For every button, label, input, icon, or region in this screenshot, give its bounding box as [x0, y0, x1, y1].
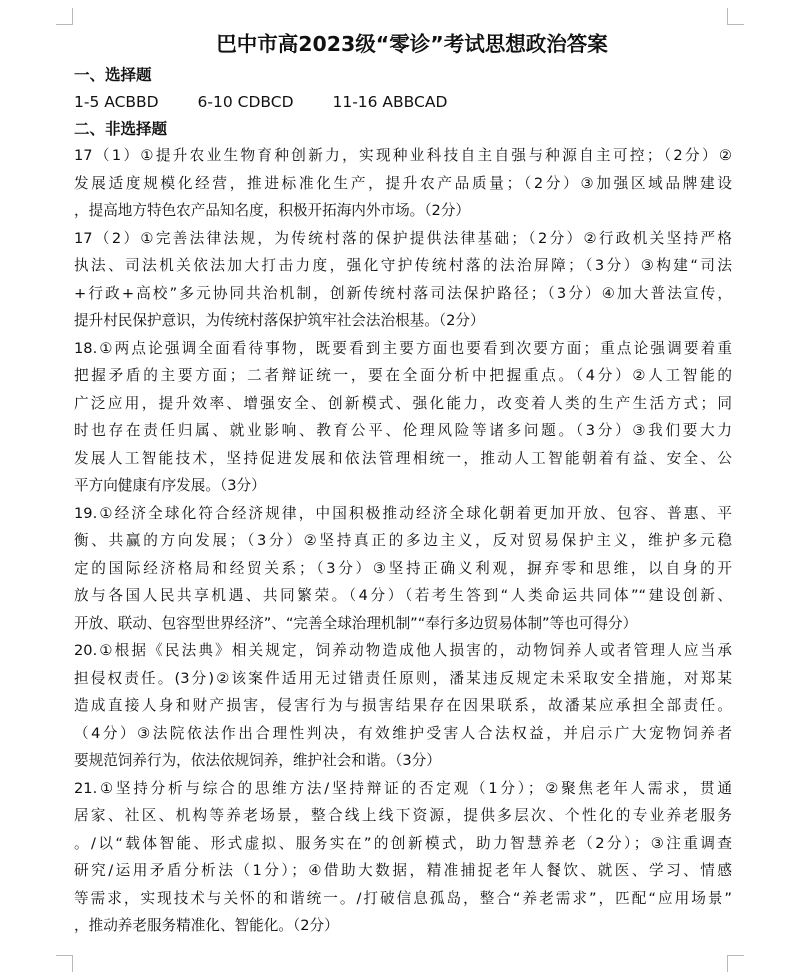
answer-q19 — [74, 500, 732, 638]
answer-q21 — [74, 775, 732, 940]
answer-line: 造成直接人身和财产损害，侵害行为与损害结果存在因果联系，故潘某应承担全部责任。 — [74, 697, 732, 714]
answer-line: ，提高地方特色农产品知名度，积极开拓海内外市场。（2分） — [74, 202, 471, 219]
answer-line: 17（1）①提升农业生物育种创新力，实现种业科技自主自强与种源自主可控；（2分）② — [74, 147, 732, 164]
answer-line: 时也存在责任归属、就业影响、教育公平、伦理风险等诸多问题。（3分）③我们要大力 — [74, 422, 732, 439]
answer-line: 发展人工智能技术，坚持促进发展和依法管理相统一，推动人工智能朝着有益、安全、公 — [74, 449, 732, 467]
answer-line: 19.①经济全球化符合经济规律，中国积极推动经济全球化朝着更加开放、包容、普惠、平 — [74, 504, 732, 522]
answer-q17-2 — [74, 225, 732, 335]
choice-answer-6-10: 6-10 CDBCD — [197, 93, 294, 111]
answer-line: 17（2）①完善法律法规，为传统村落的保护提供法律基础；（2分）②行政机关坚持严格 — [74, 229, 732, 247]
answer-q17-1 — [74, 142, 732, 225]
crop-mark-top-right — [727, 8, 744, 25]
section-heading-non-choice: 二、非选择题 — [74, 120, 168, 138]
section-heading-choice: 一、选择题 — [74, 66, 152, 84]
answer-line: 。/以“载体智能、形式虚拟、服务实在”的创新模式，助力智慧养老（2分）；③注重调查 — [74, 834, 732, 852]
page-title: 巴中市高2023级“零诊”考试思想政治答案 — [216, 32, 608, 56]
answer-line: 把握矛盾的主要方面；二者辩证统一，要在全面分析中把握重点。（4分）②人工智能的 — [74, 367, 732, 384]
answer-line: 衡、共赢的方向发展；（3分）②坚持真正的多边主义，反对贸易保护主义，维护多元稳 — [74, 532, 732, 549]
answer-line: 研究/运用矛盾分析法（1分）；④借助大数据，精准捕捉老年人餐饮、就医、学习、情感 — [74, 862, 732, 879]
crop-mark-top-left — [56, 8, 73, 25]
answer-sheet — [74, 26, 732, 940]
answer-line: 定的国际经济格局和经贸关系；（3分）③坚持正确义利观，摒弃零和思维，以自身的开 — [74, 559, 732, 577]
answer-line: 居家、社区、机构等养老场景，整合线上线下资源，提供多层次、个性化的专业养老服务 — [74, 807, 732, 824]
answer-line: 21.①坚持分析与综合的思维方法/坚持辩证的否定观（1分）；②聚焦老年人需求，贯通 — [74, 779, 732, 797]
crop-mark-bottom-right — [727, 955, 744, 972]
answer-line: 等需求，实现技术与关怀的和谐统一。/打破信息孤岛，整合“养老需求”，匹配“应用场景” — [74, 889, 732, 907]
answer-line: 要规范饲养行为，依法依规饲养，维护社会和谐。（3分） — [74, 752, 441, 769]
answer-line: 20.①根据《民法典》相关规定，饲养动物造成他人损害的，动物饲养人或者管理人应当承 — [74, 642, 732, 659]
answer-line: 广泛应用，提升效率、增强安全、创新模式、强化能力，改变着人类的生产生活方式；同 — [74, 394, 732, 412]
answer-line: 担侵权责任。(3分)②该案件适用无过错责任原则，潘某违反规定未采取安全措施，对郑某 — [74, 669, 732, 687]
choice-answer-11-16: 11-16 ABBCAD — [332, 93, 448, 111]
choice-answer-1-5: 1-5 ACBBD — [74, 93, 159, 111]
answer-line: 提升村民保护意识，为传统村落保护筑牢社会法治根基。（2分） — [74, 312, 485, 329]
answer-line: 开放、联动、包容型世界经济”、“完善全球治理机制”“奉行多边贸易体制”等也可得分） — [74, 614, 638, 632]
answer-q18 — [74, 335, 732, 500]
answer-line: 执法、司法机关依法加大打击力度，强化守护传统村落的法治屏障；（3分）③构建“司法 — [74, 257, 732, 274]
choice-answers — [74, 88, 732, 116]
answer-line: 18.①两点论强调全面看待事物，既要看到主要方面也要看到次要方面；重点论强调要着重 — [74, 339, 732, 357]
answer-line: （4分）③法院依法作出合理性判决，有效维护受害人合法权益，并启示广大宠物饲养者 — [74, 724, 732, 742]
answer-line: +行政+高校”多元协同共治机制，创新传统村落司法保护路径；（3分）④加大普法宣传， — [74, 284, 732, 302]
answer-q20 — [74, 637, 732, 775]
answer-list — [74, 142, 732, 940]
answer-line: 平方向健康有序发展。（3分） — [74, 477, 266, 494]
answer-line: ，推动养老服务精准化、智能化。（2分） — [74, 917, 339, 934]
crop-mark-bottom-left — [56, 955, 73, 972]
answer-line: 放与各国人民共享机遇、共同繁荣。（4分）（若考生答到“人类命运共同体”“建设创新、 — [74, 587, 732, 604]
answer-line: 发展适度规模化经营，推进标准化生产，提升农产品质量；（2分）③加强区域品牌建设 — [74, 174, 732, 192]
